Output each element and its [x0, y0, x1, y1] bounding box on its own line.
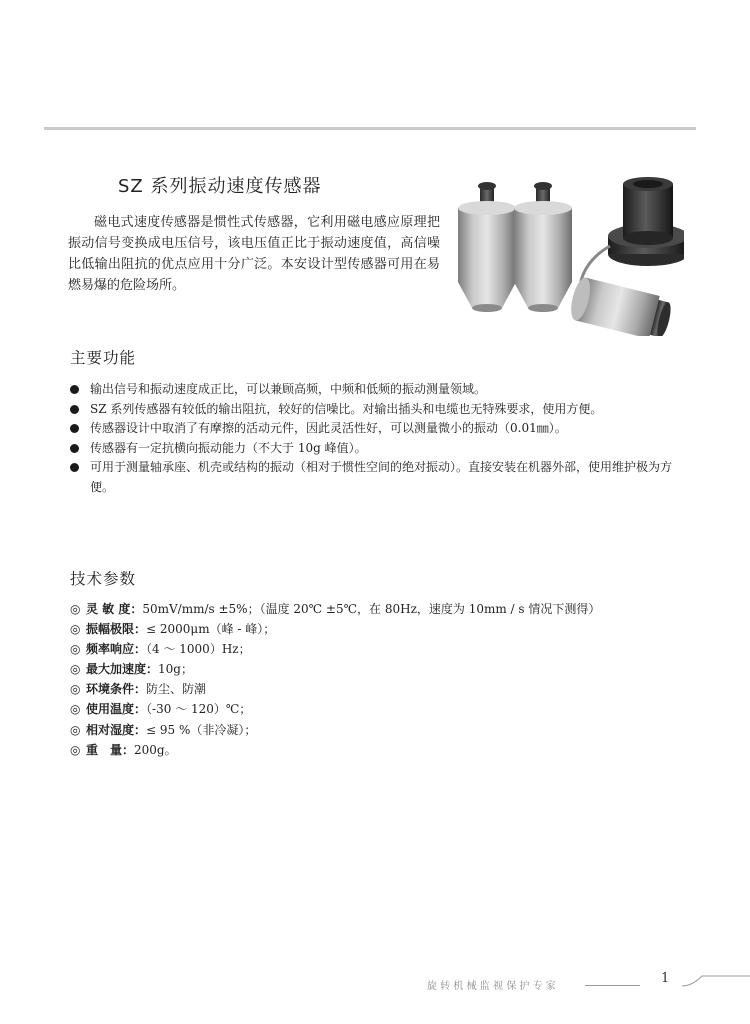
- param-row: [70, 740, 690, 760]
- param-row: [70, 720, 690, 740]
- param-row: [70, 599, 690, 619]
- bullet-icon: [70, 424, 79, 433]
- param-value: 防尘、防潮: [146, 682, 207, 697]
- param-row: [70, 679, 690, 699]
- param-value: ≤ 2000μm（峰 - 峰）；: [146, 622, 276, 637]
- footer-divider: [585, 985, 640, 986]
- param-label: 重 量：: [86, 742, 135, 757]
- page-title: SZ 系列振动速度传感器: [118, 176, 322, 197]
- param-row: [70, 619, 690, 639]
- param-value: 200g。: [134, 742, 177, 757]
- circle-mark-icon: ◎: [70, 722, 81, 737]
- circle-mark-icon: ◎: [70, 682, 81, 697]
- param-value: ≤ 95 %（非冷凝）；: [146, 722, 257, 737]
- params-heading: 技术参数: [70, 570, 137, 588]
- footer-slogan: 旋转机械监视保护专家: [427, 981, 559, 992]
- params-list: [70, 599, 690, 760]
- list-item-text: 输出信号和振动速度成正比，可以兼顾高频，中频和低频的振动测量领域。: [90, 382, 487, 396]
- sensor-product-photo: [452, 176, 684, 336]
- list-item-text: SZ 系列传感器有较低的输出阻抗，较好的信噪比。对输出插头和电缆也无特殊要求，使用方便。: [90, 401, 603, 416]
- list-item: [70, 458, 680, 497]
- param-row: [70, 639, 690, 659]
- list-item-text: 传感器有一定抗横向振动能力（不大于 10g 峰值）。: [90, 440, 367, 455]
- functions-heading: 主要功能: [70, 349, 137, 367]
- list-item: [70, 380, 680, 400]
- list-item: [70, 400, 680, 420]
- list-item: [70, 439, 680, 459]
- circle-mark-icon: ◎: [70, 642, 81, 657]
- bullet-icon: [70, 405, 79, 414]
- param-label: 灵 敏 度：: [86, 602, 143, 616]
- intro-paragraph: 磁电式速度传感器是惯性式传感器，它利用磁电感应原理把振动信号变换成电压信号，该电压值正比于振动速度值，高信噪比低输出阻抗的优点应用十分广泛。本安设计型传感器可用在易燃易爆的危险场所。: [68, 215, 440, 293]
- param-label: 频率响应：: [86, 642, 147, 657]
- bullet-icon: [70, 444, 79, 453]
- param-label: 环境条件：: [86, 682, 147, 697]
- param-label: 相对湿度：: [86, 722, 147, 737]
- functions-list: [70, 380, 680, 497]
- circle-mark-icon: ◎: [70, 662, 81, 677]
- param-label: 振幅极限：: [86, 622, 147, 637]
- footer-swoosh: [680, 970, 750, 990]
- param-value: （4 ～ 1000）Hz；: [146, 642, 251, 657]
- list-item-text: 传感器设计中取消了有摩擦的活动元件，因此灵活性好，可以测量微小的振动（0.01㎜）。: [90, 421, 567, 435]
- list-item: [70, 419, 680, 439]
- param-value: 50mV/mm/s ±5%；（温度 20℃ ±5℃，在 80Hz，速度为 10mm / s 情况下测得）: [142, 602, 601, 616]
- circle-mark-icon: ◎: [70, 622, 81, 637]
- param-label: 最大加速度：: [86, 662, 159, 677]
- bullet-icon: [70, 385, 79, 394]
- top-divider: [44, 127, 696, 130]
- circle-mark-icon: ◎: [70, 702, 81, 717]
- param-row: [70, 659, 690, 679]
- param-row: [70, 699, 690, 719]
- circle-mark-icon: ◎: [70, 602, 81, 616]
- page-number: 1: [661, 971, 670, 986]
- circle-mark-icon: ◎: [70, 742, 81, 757]
- bullet-icon: [70, 463, 79, 472]
- param-value: 10g；: [158, 662, 193, 677]
- list-item-text: 可用于测量轴承座、机壳或结构的振动（相对于惯性空间的绝对振动）。直接安装在机器外部，使用维护极为方便。: [90, 460, 673, 494]
- param-label: 使用温度：: [86, 702, 147, 717]
- param-value: （-30 ～ 120）℃；: [146, 702, 252, 717]
